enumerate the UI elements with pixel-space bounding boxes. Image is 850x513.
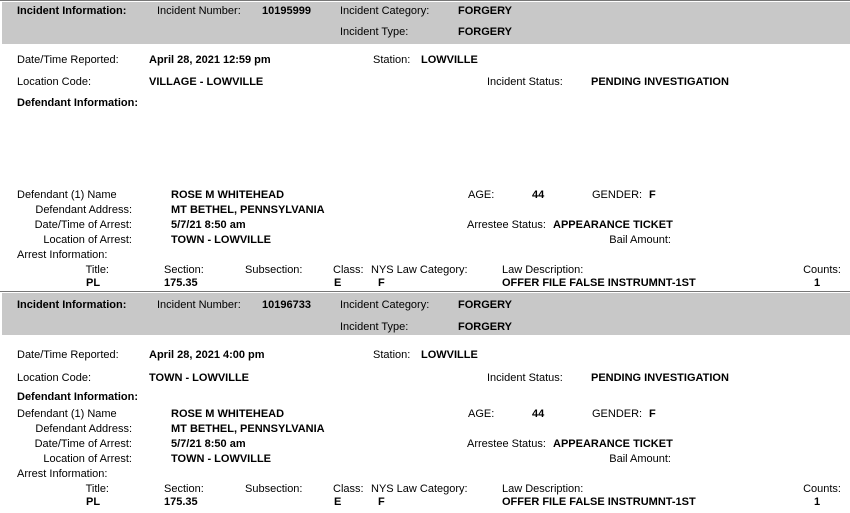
date-time-reported-label: Date/Time Reported: <box>17 54 119 66</box>
defendant-address-label: Defendant Address: <box>35 204 132 216</box>
class-label: Class: <box>333 483 364 495</box>
date-time-reported-value: April 28, 2021 12:59 pm <box>149 54 271 66</box>
gender-value: F <box>649 408 656 420</box>
incident-number-label: Incident Number: <box>157 299 241 311</box>
section-value: 175.35 <box>164 277 198 289</box>
arrestee-status-label: Arrestee Status: <box>467 219 546 231</box>
section-value: 175.35 <box>164 496 198 508</box>
title-label: Title: <box>85 264 109 276</box>
section-label: Section: <box>164 483 204 495</box>
incident-status-value: PENDING INVESTIGATION <box>591 372 729 384</box>
arrestee-status-label: Arrestee Status: <box>467 438 546 450</box>
counts-label: Counts: <box>803 483 841 495</box>
location-of-arrest-label: Location of Arrest: <box>43 453 132 465</box>
class-value: E <box>334 277 342 289</box>
arrest-information-label: Arrest Information: <box>17 249 108 261</box>
incident-category-value: FORGERY <box>458 299 512 311</box>
counts-value: 1 <box>814 277 821 289</box>
location-code-label: Location Code: <box>17 372 91 384</box>
defendant-information-label: Defendant Information: <box>17 97 138 109</box>
law-description-value: OFFER FILE FALSE INSTRUMNT-1ST <box>502 496 696 508</box>
date-time-of-arrest-value: 5/7/21 8:50 am <box>171 438 246 450</box>
age-value: 44 <box>532 189 545 201</box>
date-time-reported-label: Date/Time Reported: <box>17 349 119 361</box>
gender-label: GENDER: <box>592 189 643 201</box>
location-of-arrest-value: TOWN - LOWVILLE <box>171 234 272 246</box>
incident-category-value: FORGERY <box>458 5 512 17</box>
title-value: PL <box>86 496 101 508</box>
incident-type-label: Incident Type: <box>340 26 409 38</box>
counts-label: Counts: <box>803 264 841 276</box>
location-code-value: VILLAGE - LOWVILLE <box>149 76 264 88</box>
incident-category-label: Incident Category: <box>340 299 430 311</box>
nys-law-category-value: F <box>378 277 385 289</box>
nys-law-category-label: NYS Law Category: <box>371 483 468 495</box>
location-of-arrest-label: Location of Arrest: <box>43 234 132 246</box>
incident-status-value: PENDING INVESTIGATION <box>591 76 729 88</box>
nys-law-category-value: F <box>378 496 385 508</box>
incident-number-label: Incident Number: <box>157 5 241 17</box>
date-time-of-arrest-label: Date/Time of Arrest: <box>34 438 132 450</box>
location-code-value: TOWN - LOWVILLE <box>149 372 250 384</box>
section-label: Section: <box>164 264 204 276</box>
defendant-address-value: MT BETHEL, PENNSYLVANIA <box>171 204 325 216</box>
law-description-label: Law Description: <box>502 483 584 495</box>
incident-type-value: FORGERY <box>458 321 512 333</box>
date-time-of-arrest-label: Date/Time of Arrest: <box>34 219 132 231</box>
incident-category-label: Incident Category: <box>340 5 430 17</box>
date-time-of-arrest-value: 5/7/21 8:50 am <box>171 219 246 231</box>
defendant-name-label: Defendant (1) Name <box>17 189 117 201</box>
age-label: AGE: <box>468 189 495 201</box>
defendant-name-value: ROSE M WHITEHEAD <box>171 189 285 201</box>
title-value: PL <box>86 277 101 289</box>
station-value: LOWVILLE <box>421 54 478 66</box>
gender-label: GENDER: <box>592 408 643 420</box>
age-label: AGE: <box>468 408 495 420</box>
bail-amount-label: Bail Amount: <box>609 453 671 465</box>
defendant-name-value: ROSE M WHITEHEAD <box>171 408 285 420</box>
subsection-label: Subsection: <box>245 483 303 495</box>
class-value: E <box>334 496 342 508</box>
incident-number-value: 10196733 <box>262 299 311 311</box>
incident-number-value: 10195999 <box>262 5 311 17</box>
incident-status-label: Incident Status: <box>487 372 563 384</box>
class-label: Class: <box>333 264 364 276</box>
incident-type-label: Incident Type: <box>340 321 409 333</box>
arrestee-status-value: APPEARANCE TICKET <box>553 438 673 450</box>
gender-value: F <box>649 189 656 201</box>
incident-information-label: Incident Information: <box>17 299 127 311</box>
location-code-label: Location Code: <box>17 76 91 88</box>
defendant-address-value: MT BETHEL, PENNSYLVANIA <box>171 423 325 435</box>
law-description-label: Law Description: <box>502 264 584 276</box>
defendant-address-label: Defendant Address: <box>35 423 132 435</box>
defendant-name-label: Defendant (1) Name <box>17 408 117 420</box>
law-description-value: OFFER FILE FALSE INSTRUMNT-1ST <box>502 277 696 289</box>
location-of-arrest-value: TOWN - LOWVILLE <box>171 453 272 465</box>
defendant-information-label: Defendant Information: <box>17 391 138 403</box>
bail-amount-label: Bail Amount: <box>609 234 671 246</box>
title-label: Title: <box>85 483 109 495</box>
counts-value: 1 <box>814 496 821 508</box>
age-value: 44 <box>532 408 545 420</box>
arrestee-status-value: APPEARANCE TICKET <box>553 219 673 231</box>
date-time-reported-value: April 28, 2021 4:00 pm <box>149 349 265 361</box>
nys-law-category-label: NYS Law Category: <box>371 264 468 276</box>
incident-status-label: Incident Status: <box>487 76 563 88</box>
station-value: LOWVILLE <box>421 349 478 361</box>
station-label: Station: <box>373 54 411 66</box>
subsection-label: Subsection: <box>245 264 303 276</box>
incident-information-label: Incident Information: <box>17 5 127 17</box>
incident-type-value: FORGERY <box>458 26 512 38</box>
station-label: Station: <box>373 349 411 361</box>
arrest-information-label: Arrest Information: <box>17 468 108 480</box>
